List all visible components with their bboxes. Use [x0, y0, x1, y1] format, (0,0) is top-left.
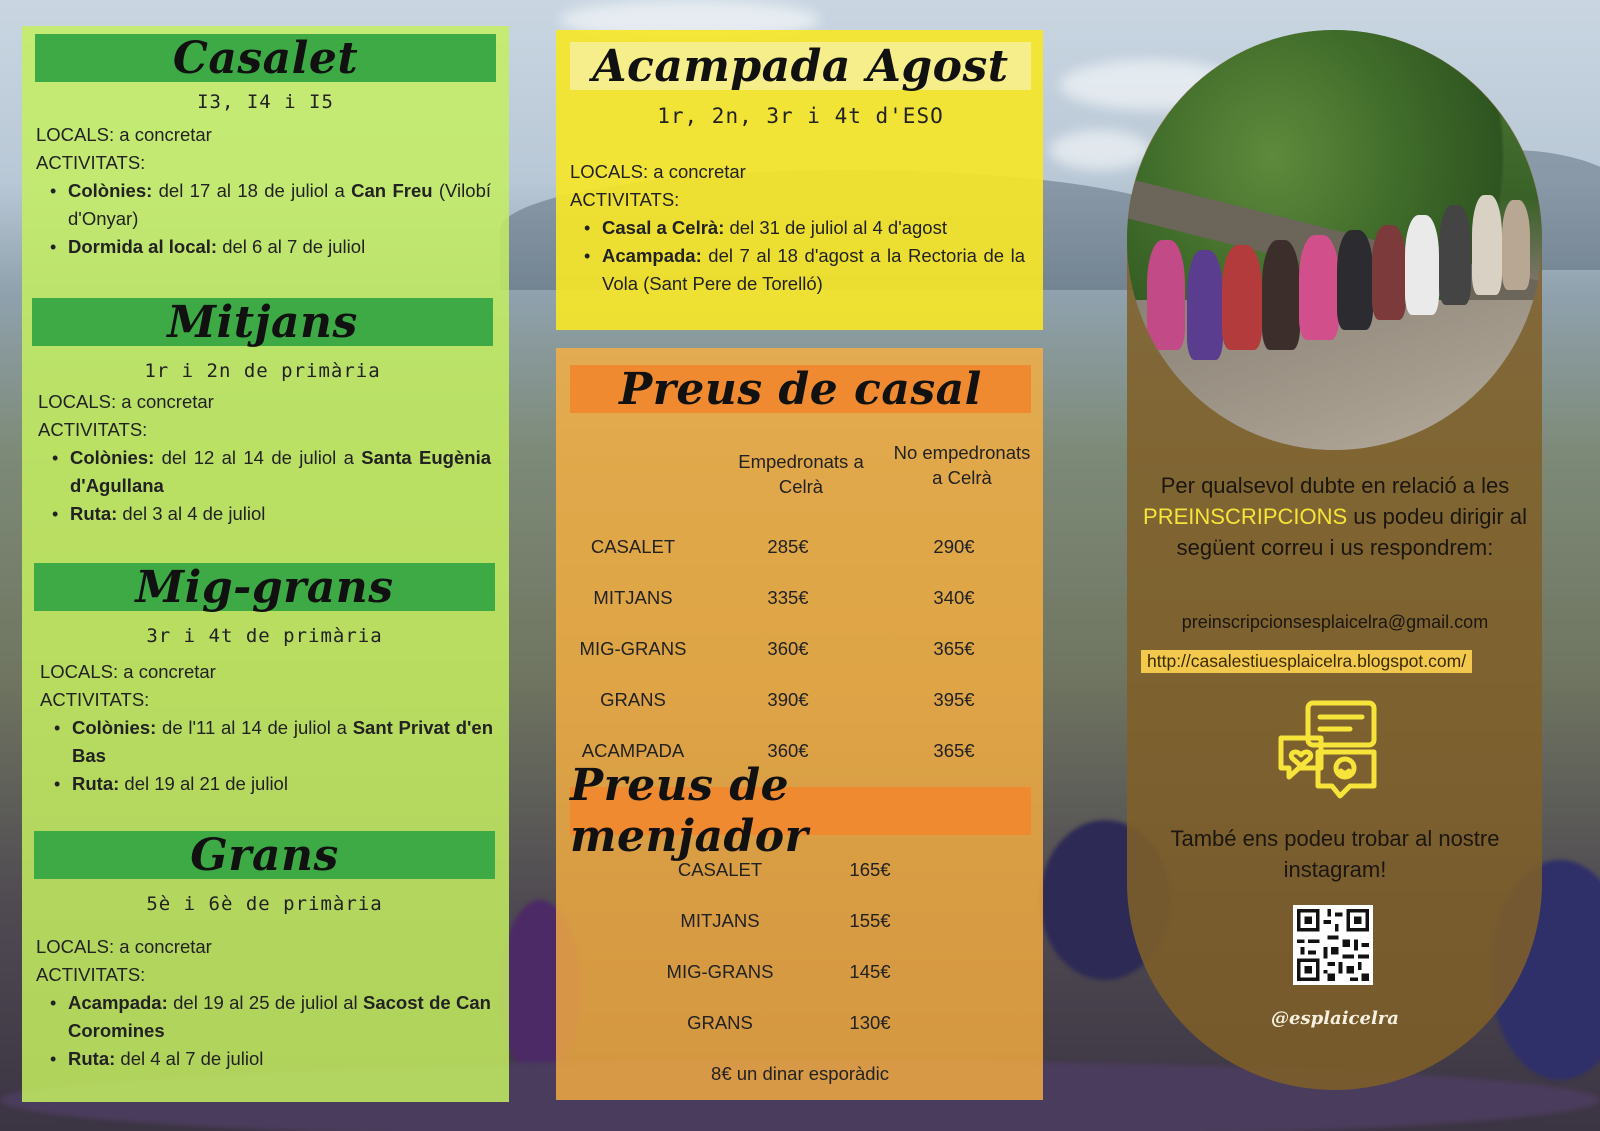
casalet-title: Casalet — [35, 34, 496, 82]
social-chat-icon — [1278, 700, 1386, 800]
acampada-info: LOCALS: a concretar ACTIVITATS: • Casal a Celrà: del 31 de juliol al 4 d'agost • Acampada: del 7 al 18 d'agost a la Rectoria de la Vola (Sant Pere de Torelló) — [570, 158, 1025, 298]
contact-message: Per qualsevol dubte en relació a les PREINSCRIPCIONS us podeu dirigir al següent correu i us respondrem: — [1143, 473, 1527, 560]
group-photo — [1127, 30, 1542, 450]
instagram-message: També ens podeu trobar al nostre instagram! — [1170, 826, 1500, 882]
mitjans-subtitle: 1r i 2n de primària — [144, 360, 381, 382]
mitjans-info: LOCALS: a concretar ACTIVITATS: • Colònies: del 12 al 14 de juliol a Santa Eugènia d'Agullana • Ruta: del 3 al 4 de juliol — [38, 388, 491, 528]
casalet-info — [36, 121, 491, 261]
instagram-handle[interactable]: @esplaicelra — [1271, 1008, 1399, 1029]
activity-item: • Ruta: del 19 al 21 de juliol — [52, 770, 493, 798]
miggrans-info: LOCALS: a concretar ACTIVITATS: • Colònies: de l'11 al 14 de juliol a Sant Privat d'en Bas • Ruta: del 19 al 21 de juliol — [40, 658, 493, 798]
activity-item: • Casal a Celrà: del 31 de juliol al 4 d'agost — [582, 214, 1025, 242]
preus-casal-title: Preus de casal — [570, 365, 1031, 413]
acampada-title: Acampada Agost — [570, 42, 1031, 90]
menjador-note: 8€ un dinar esporàdic — [711, 1063, 889, 1084]
activity-item: • Ruta: del 3 al 4 de juliol — [50, 500, 491, 528]
casalet-subtitle: I3, I4 i I5 — [197, 91, 334, 113]
activity-item: • Acampada: del 7 al 18 d'agost a la Rectoria de la Vola (Sant Pere de Torelló) — [582, 242, 1025, 298]
blog-link[interactable]: http://casalestiuesplaicelra.blogspot.com/ — [1141, 650, 1472, 673]
locals-label: LOCALS: — [36, 124, 115, 145]
col-header-no-empedronats: No empedronats a Celrà — [893, 442, 1031, 488]
preus-menjador-title — [570, 787, 1031, 835]
preinscripcions-highlight: PREINSCRIPCIONS — [1143, 504, 1348, 529]
grans-title: Grans — [34, 831, 495, 879]
activitats-label: ACTIVITATS: — [36, 152, 146, 173]
mitjans-title: Mitjans — [32, 298, 493, 346]
miggrans-title: Mig-grans — [34, 563, 495, 611]
grans-subtitle: 5è i 6è de primària — [146, 893, 383, 915]
activity-item: • Acampada: del 19 al 25 de juliol al Sacost de Can Coromines — [48, 989, 491, 1045]
contact-email[interactable]: preinscripcionsesplaicelra@gmail.com — [1181, 612, 1489, 632]
miggrans-subtitle: 3r i 4t de primària — [146, 625, 383, 647]
activity-item: • Colònies: de l'11 al 14 de juliol a Sant Privat d'en Bas — [52, 714, 493, 770]
activity-item: • Colònies: del 12 al 14 de juliol a Santa Eugènia d'Agullana — [50, 444, 491, 500]
acampada-subtitle: 1r, 2n, 3r i 4t d'ESO — [657, 104, 944, 128]
activity-item: • Dormida al local: del 6 al 7 de juliol — [48, 233, 491, 261]
locals-value: a concretar — [114, 124, 212, 145]
col-header-empedronats: Empedronats a Celrà — [738, 451, 864, 497]
instagram-qr-code[interactable] — [1293, 905, 1373, 985]
activity-item: • Colònies: del 17 al 18 de juliol a Can Freu (Vilobí d'Onyar) — [48, 177, 491, 233]
activity-item: • Ruta: del 4 al 7 de juliol — [48, 1045, 491, 1073]
grans-info: LOCALS: a concretar ACTIVITATS: • Acampada: del 19 al 25 de juliol al Sacost de Can Coromines • Ruta: del 4 al 7 de juliol — [36, 933, 491, 1073]
